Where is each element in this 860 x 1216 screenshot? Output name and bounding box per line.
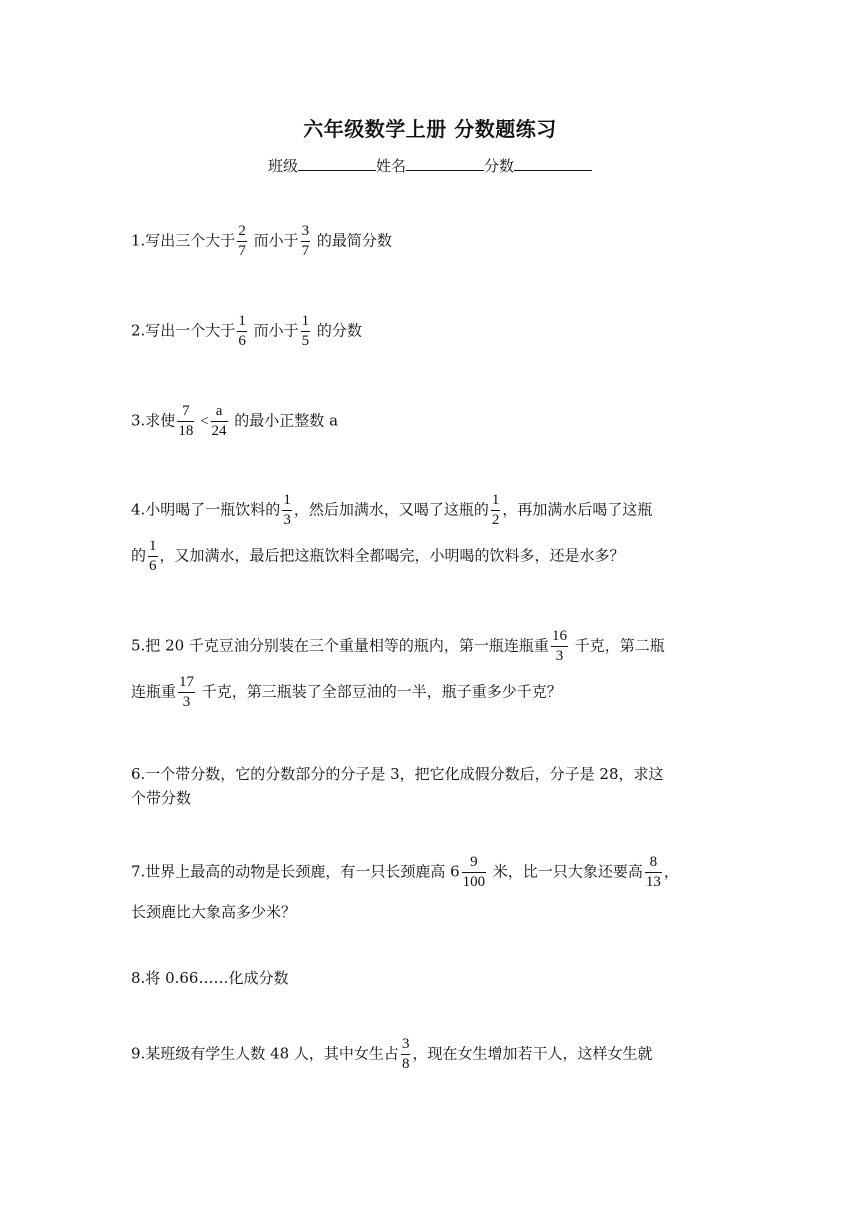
question-text: 米，比一只大象还要高 bbox=[488, 862, 643, 881]
question-2 bbox=[131, 312, 362, 351]
numerator: 7 bbox=[182, 403, 190, 419]
denominator: 100 bbox=[462, 873, 486, 890]
fraction bbox=[491, 491, 501, 530]
denominator: 3 bbox=[178, 692, 195, 712]
fraction bbox=[177, 402, 194, 441]
numerator: 3 bbox=[401, 1036, 410, 1052]
fraction bbox=[462, 853, 487, 892]
question-text: 1.写出三个大于 bbox=[131, 231, 236, 250]
question-text: 2.写出一个大于 bbox=[131, 321, 236, 340]
numerator: 2 bbox=[238, 223, 246, 239]
question-text: ，现在女生增加若干人，这样女生就 bbox=[412, 1044, 653, 1063]
question-text: ，然后加满水，又喝了这瓶的 bbox=[293, 500, 489, 519]
score-label: 分数 bbox=[484, 157, 515, 175]
fraction bbox=[211, 402, 228, 441]
denominator: 7 bbox=[301, 242, 310, 259]
question-text: ，再加满水后喝了这瓶 bbox=[502, 500, 653, 519]
denominator: 3 bbox=[283, 511, 291, 528]
question-5-line-2 bbox=[131, 673, 562, 712]
question-9-line-1 bbox=[131, 1035, 652, 1074]
question-text: 的 bbox=[131, 546, 147, 565]
fraction bbox=[237, 222, 247, 261]
question-text: ，又加满水，最后把这瓶饮料全都喝完，小明喝的饮料多，还是水多？ bbox=[159, 546, 625, 565]
denominator: 5 bbox=[301, 332, 310, 349]
question-4-line-1 bbox=[131, 491, 652, 530]
name-blank[interactable] bbox=[406, 156, 484, 171]
name-label: 姓名 bbox=[375, 157, 406, 175]
fraction bbox=[301, 312, 311, 351]
question-text: 3.求使 bbox=[131, 411, 176, 430]
numerator: 1 bbox=[301, 313, 310, 329]
numerator: 16 bbox=[551, 628, 567, 644]
denominator: 3 bbox=[551, 646, 568, 666]
question-text: 千克，第二瓶 bbox=[569, 636, 665, 655]
denominator: 7 bbox=[238, 242, 246, 259]
numerator: 1 bbox=[283, 492, 291, 508]
question-text: 9.某班级有学生人数 48 人，其中女生占 bbox=[131, 1044, 399, 1063]
denominator: 18 bbox=[178, 422, 194, 439]
question-7-line-1 bbox=[131, 853, 679, 892]
numerator: 17 bbox=[179, 674, 195, 690]
denominator: 6 bbox=[238, 332, 246, 349]
question-7-line-2: 长颈鹿比大象高多少米？ bbox=[131, 903, 297, 921]
denominator: 13 bbox=[645, 873, 661, 890]
denominator: 2 bbox=[491, 511, 500, 528]
denominator: 6 bbox=[149, 557, 157, 574]
question-8: 8.将 0.66……化成分数 bbox=[131, 969, 289, 987]
denominator: 8 bbox=[401, 1055, 410, 1072]
numerator: a bbox=[215, 403, 223, 419]
fraction bbox=[645, 853, 662, 892]
question-text: 千克，第三瓶装了全部豆油的一半，瓶子重多少千克？ bbox=[197, 682, 562, 701]
denominator: 24 bbox=[211, 422, 227, 439]
numerator: 1 bbox=[491, 492, 500, 508]
question-text: 的最小正整数 a bbox=[229, 411, 339, 430]
numerator: 1 bbox=[149, 538, 157, 554]
question-5-line-1 bbox=[131, 627, 665, 666]
question-6-line-2: 个带分数 bbox=[131, 789, 192, 807]
score-blank[interactable] bbox=[514, 156, 592, 171]
numerator: 9 bbox=[470, 854, 478, 870]
question-text: 5.把 20 千克豆油分别装在三个重量相等的瓶内，第一瓶连瓶重 bbox=[131, 636, 549, 655]
question-text: 而小于 bbox=[248, 231, 299, 250]
question-text: ， bbox=[663, 862, 679, 881]
question-text: 连瓶重 bbox=[131, 682, 177, 701]
less-than-sign: < bbox=[196, 413, 209, 430]
question-6-line-1: 6.一个带分数，它的分数部分的分子是 3，把它化成假分数后，分子是 28，求这 bbox=[131, 765, 664, 783]
fraction bbox=[237, 312, 247, 351]
numerator: 1 bbox=[238, 313, 246, 329]
fraction bbox=[551, 627, 568, 666]
fraction bbox=[178, 673, 195, 712]
numerator: 3 bbox=[301, 223, 310, 239]
fraction bbox=[301, 222, 311, 261]
student-info-line bbox=[0, 155, 860, 176]
class-blank[interactable] bbox=[298, 156, 376, 171]
question-text: 的最简分数 bbox=[312, 231, 392, 250]
fraction bbox=[282, 491, 292, 530]
class-label: 班级 bbox=[267, 157, 298, 175]
fraction bbox=[148, 537, 158, 576]
question-text: 而小于 bbox=[248, 321, 299, 340]
question-1 bbox=[131, 222, 392, 261]
page-title: 六年级数学上册 分数题练习 bbox=[303, 117, 557, 141]
question-text: 4.小明喝了一瓶饮料的 bbox=[131, 500, 281, 519]
question-text: 7.世界上最高的动物是长颈鹿，有一只长颈鹿高 6 bbox=[131, 862, 460, 881]
fraction bbox=[401, 1035, 411, 1074]
question-text: 的分数 bbox=[312, 321, 362, 340]
question-4-line-2 bbox=[131, 537, 625, 576]
numerator: 8 bbox=[649, 854, 658, 870]
question-3 bbox=[131, 402, 338, 441]
